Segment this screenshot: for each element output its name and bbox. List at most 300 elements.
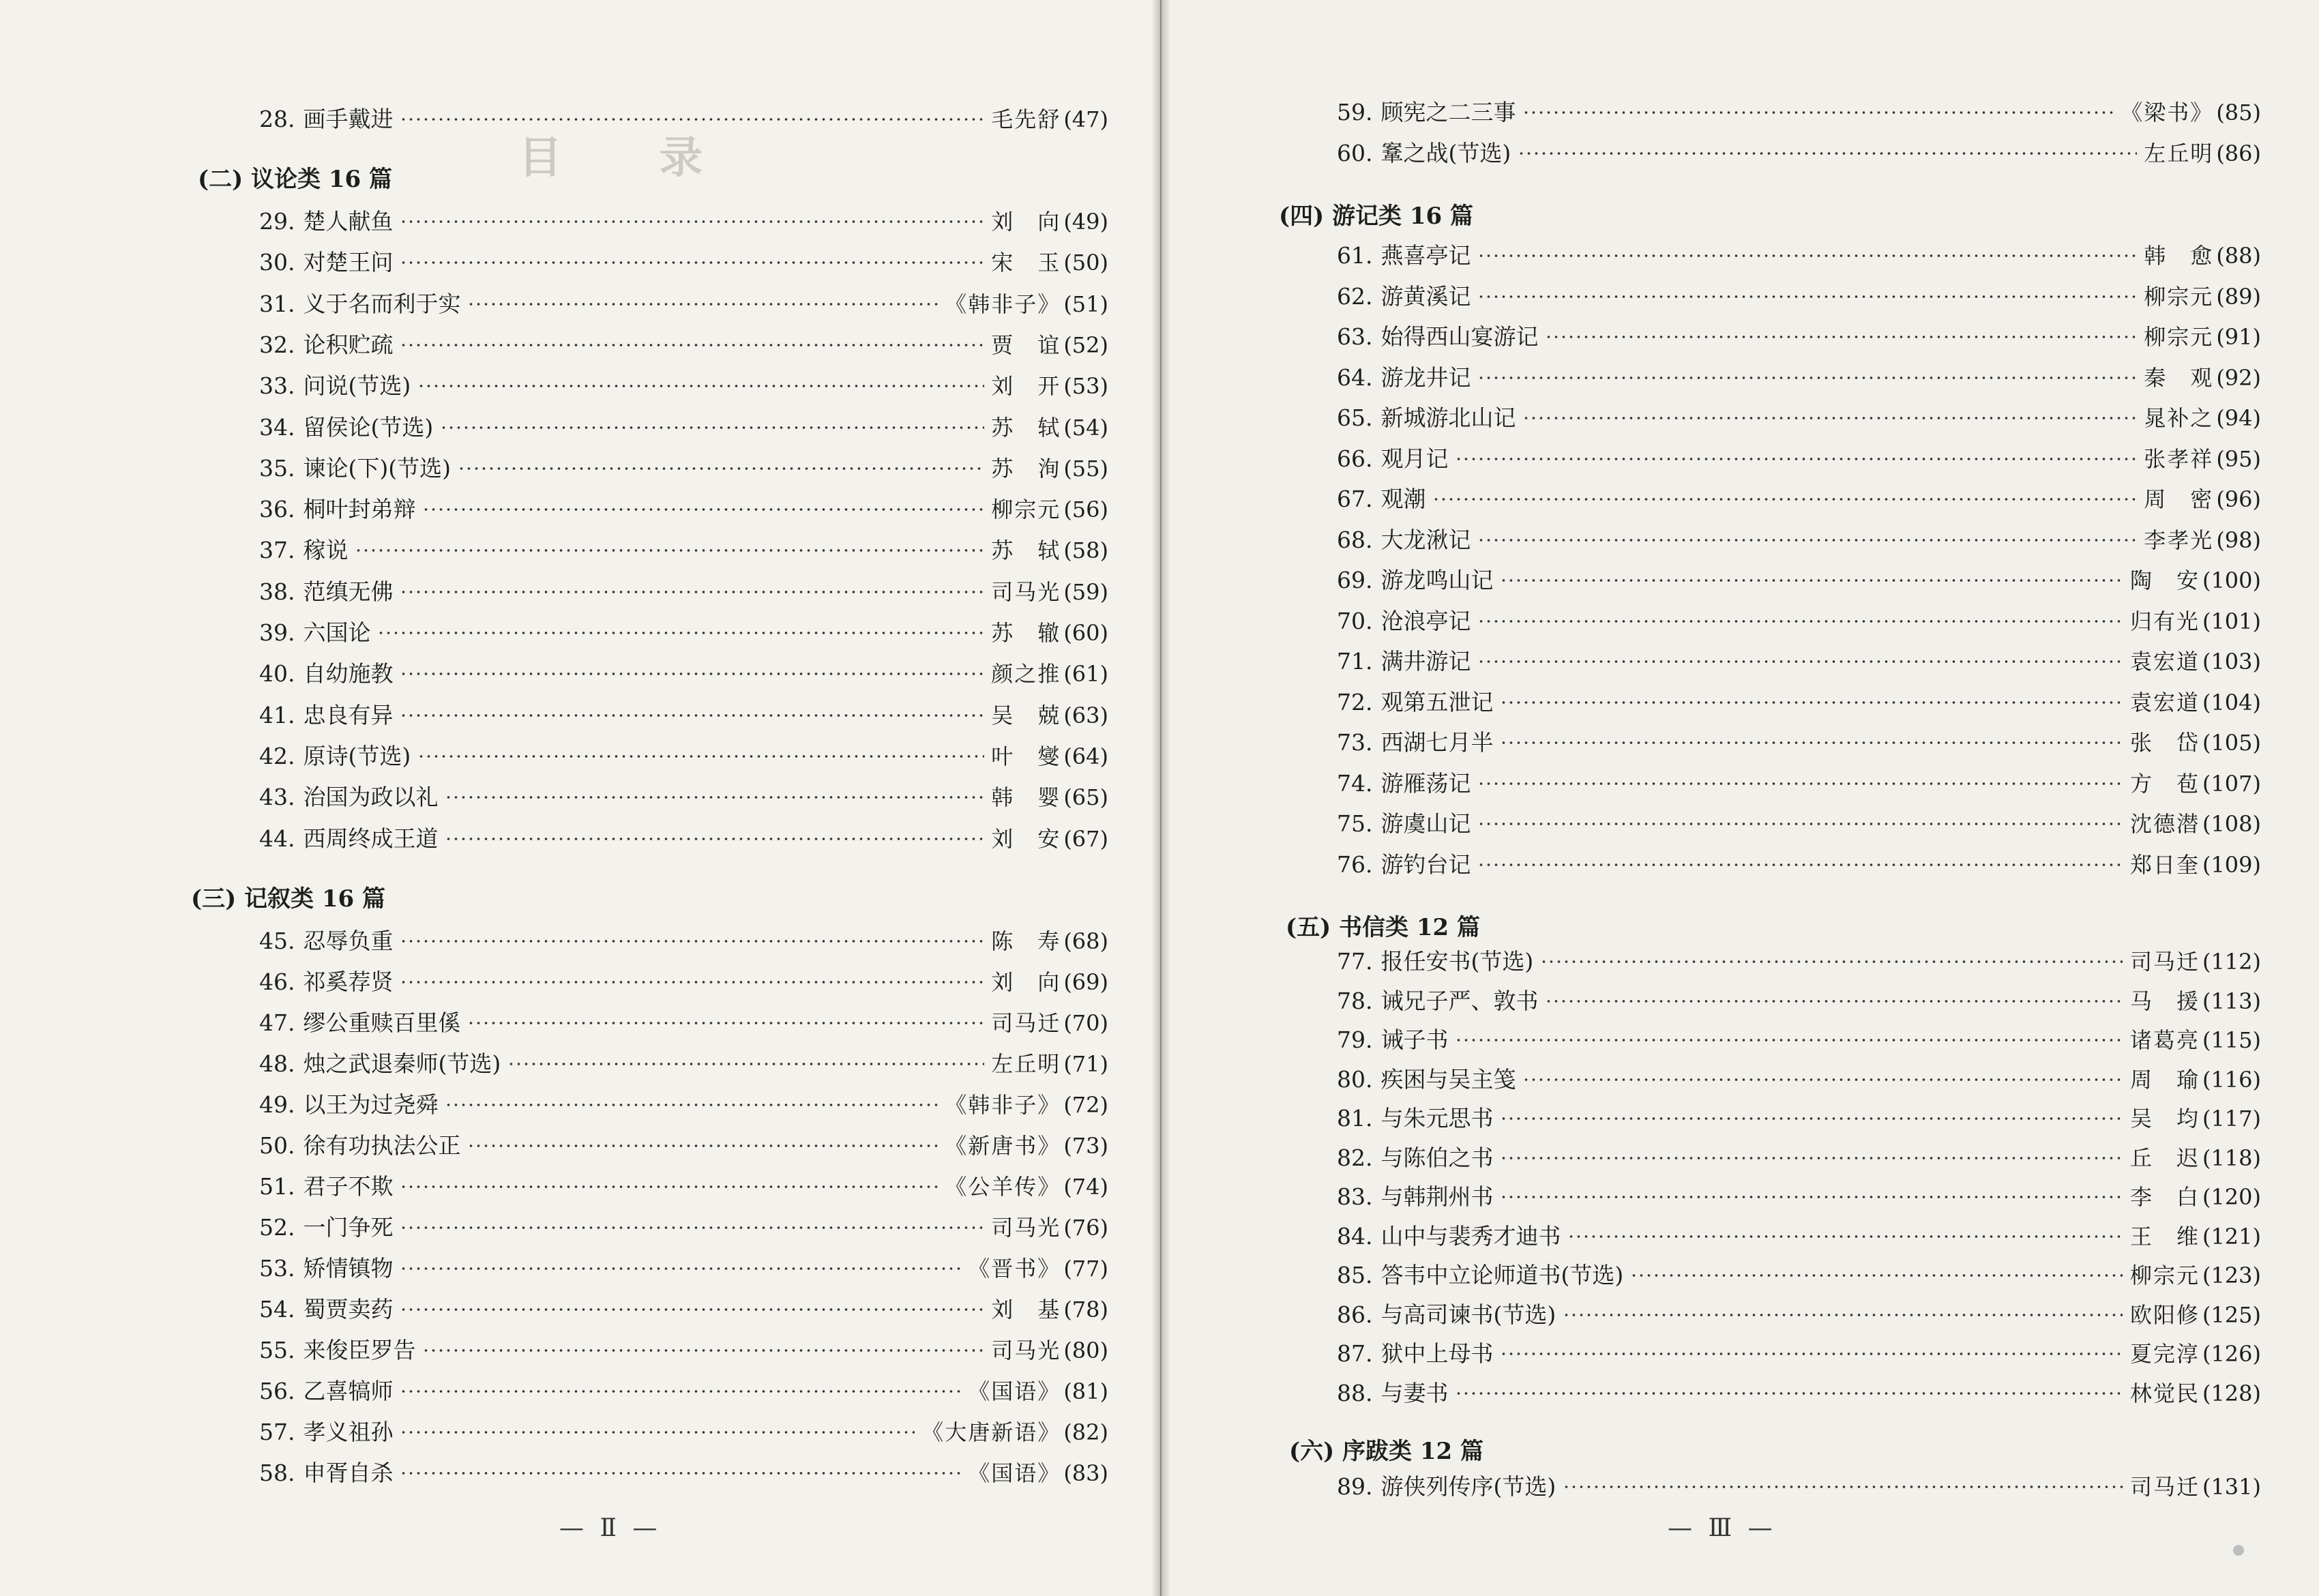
- entry-page: (50): [1063, 250, 1108, 276]
- leader-dots: [445, 795, 984, 799]
- entry-number: 79.: [1337, 1026, 1373, 1053]
- entry-number: 53.: [259, 1255, 295, 1282]
- entry-page: (52): [1063, 331, 1108, 358]
- toc-entry[interactable]: [1337, 136, 2261, 171]
- entry-page: (77): [1063, 1256, 1108, 1282]
- entry-author: 司马光: [991, 1338, 1061, 1363]
- toc-entry[interactable]: [259, 328, 1108, 362]
- entry-title: 沧浪亭记: [1380, 607, 1471, 634]
- entry-page: (108): [2202, 811, 2261, 837]
- entry-author: 宋 玉: [991, 250, 1061, 276]
- entry-author: 《国语》: [968, 1460, 1061, 1486]
- leader-dots: [1630, 1273, 2123, 1277]
- entry-title: 一门争死: [303, 1214, 394, 1241]
- toc-entry[interactable]: [259, 287, 1108, 321]
- entry-page: (56): [1063, 497, 1108, 523]
- entry-page: (91): [2216, 324, 2261, 350]
- entry-title: 观潮: [1380, 486, 1426, 512]
- toc-entry[interactable]: [1337, 1337, 2261, 1371]
- entry-page: (109): [2202, 851, 2261, 878]
- entry-author: 《韩非子》: [945, 1092, 1061, 1118]
- toc-entry[interactable]: [259, 698, 1108, 733]
- entry-number: 66.: [1337, 445, 1373, 472]
- entry-number: 47.: [259, 1009, 295, 1036]
- entry-page: (83): [1063, 1460, 1108, 1486]
- leader-dots: [400, 1389, 961, 1393]
- toc-entry[interactable]: [259, 102, 1108, 136]
- entry-title: 满井游记: [1380, 648, 1471, 675]
- entry-title: 与陈伯之书: [1380, 1144, 1494, 1171]
- toc-entry[interactable]: [1337, 1180, 2261, 1214]
- toc-entry[interactable]: [259, 411, 1108, 445]
- entry-page: (101): [2202, 608, 2261, 634]
- entry-number: 83.: [1337, 1183, 1373, 1210]
- leader-dots: [1540, 960, 2123, 964]
- leader-dots: [400, 1185, 938, 1189]
- entry-page: (126): [2202, 1341, 2261, 1367]
- entry-title: 义于名而利于实: [303, 290, 461, 317]
- toc-entry[interactable]: [259, 205, 1108, 239]
- toc-entry[interactable]: [259, 1292, 1108, 1327]
- toc-entry[interactable]: [259, 965, 1108, 999]
- entry-author: 《新唐书》: [945, 1133, 1061, 1159]
- entry-number: 44.: [259, 825, 295, 852]
- entry-title: 来俊臣罗告: [303, 1337, 416, 1363]
- entry-title: 答韦中立论师道书(节选): [1380, 1262, 1624, 1288]
- entry-title: 报任安书(节选): [1380, 948, 1534, 975]
- entry-author: 丘 迟: [2129, 1144, 2200, 1171]
- entry-title: 楚人献鱼: [303, 208, 394, 235]
- leader-dots: [1477, 376, 2137, 380]
- entry-author: 左丘明: [991, 1051, 1061, 1077]
- section-heading: (二) 议论类 16 篇: [198, 166, 392, 193]
- entry-title: 论积贮疏: [303, 331, 394, 358]
- entry-author: 刘 向: [991, 969, 1061, 995]
- entry-number: 73.: [1337, 729, 1373, 756]
- entry-author: 晁补之: [2144, 405, 2214, 431]
- entry-title: 疾困与吴主笺: [1380, 1065, 1516, 1093]
- toc-entry[interactable]: [1337, 1102, 2261, 1136]
- entry-title: 谏论(下)(节选): [303, 454, 451, 482]
- entry-number: 56.: [259, 1378, 295, 1404]
- toc-entry[interactable]: [259, 575, 1108, 609]
- entry-number: 78.: [1337, 987, 1373, 1014]
- entry-page: (100): [2202, 567, 2261, 593]
- entry-page: (128): [2202, 1380, 2261, 1406]
- entry-page: (55): [1063, 455, 1108, 482]
- toc-entry[interactable]: [1337, 1258, 2261, 1292]
- entry-number: 42.: [259, 742, 295, 769]
- toc-entry[interactable]: [259, 657, 1108, 691]
- right-toc-list: [1160, 0, 2319, 1596]
- entry-page: (49): [1063, 209, 1108, 235]
- entry-title: 顾宪之二三事: [1380, 99, 1516, 125]
- entry-title: 大龙湫记: [1380, 526, 1471, 553]
- entry-author: 左丘明: [2144, 141, 2214, 166]
- page-corner-mark: [2233, 1545, 2244, 1556]
- entry-author: 柳宗元: [991, 497, 1061, 523]
- entry-title: 六国论: [303, 619, 371, 646]
- entry-number: 33.: [259, 372, 295, 400]
- leader-dots: [1500, 578, 2123, 582]
- toc-entry[interactable]: [259, 924, 1108, 958]
- section-heading: (四) 游记类 16 篇: [1279, 203, 1473, 230]
- leader-dots: [467, 1144, 938, 1148]
- leader-dots: [1477, 619, 2123, 623]
- entry-author: 周 瑜: [2129, 1066, 2200, 1093]
- toc-entry[interactable]: [1337, 848, 2261, 882]
- leader-dots: [467, 1021, 984, 1025]
- entry-number: 48.: [259, 1050, 295, 1077]
- entry-author: 刘 基: [991, 1297, 1061, 1322]
- entry-title: 与韩荆州书: [1380, 1183, 1494, 1210]
- entry-author: 柳宗元: [2129, 1262, 2200, 1288]
- leader-dots: [1563, 1313, 2123, 1317]
- toc-entry[interactable]: [1337, 685, 2261, 720]
- entry-page: (117): [2202, 1106, 2261, 1132]
- entry-number: 84.: [1337, 1222, 1373, 1250]
- leader-dots: [1500, 1156, 2123, 1160]
- entry-number: 43.: [259, 784, 295, 811]
- entry-page: (98): [2216, 527, 2261, 553]
- entry-author: 欧阳修: [2129, 1301, 2200, 1328]
- entry-author: 张 岱: [2129, 730, 2200, 756]
- toc-entry[interactable]: [1337, 1063, 2261, 1097]
- leader-dots: [1455, 457, 2137, 461]
- entry-title: 稼说: [303, 537, 349, 564]
- entry-author: 郑日奎: [2129, 851, 2200, 878]
- leader-dots: [445, 837, 984, 841]
- entry-author: 夏完淳: [2129, 1341, 2200, 1367]
- leader-dots: [445, 1103, 938, 1107]
- toc-entry[interactable]: [259, 616, 1108, 650]
- entry-page: (85): [2216, 100, 2261, 125]
- leader-dots: [1432, 497, 2137, 501]
- toc-entry[interactable]: [1337, 482, 2261, 516]
- entry-title: 画手戴进: [303, 106, 394, 132]
- entry-number: 32.: [259, 331, 295, 358]
- entry-number: 67.: [1337, 486, 1373, 512]
- entry-page: (123): [2202, 1262, 2261, 1288]
- entry-page: (68): [1063, 928, 1108, 954]
- toc-entry[interactable]: [1337, 563, 2261, 597]
- toc-entry[interactable]: [259, 822, 1108, 856]
- entry-author: 苏 辙: [991, 620, 1061, 646]
- leader-dots: [1522, 416, 2137, 420]
- entry-number: 81.: [1337, 1105, 1373, 1132]
- leader-dots: [400, 1430, 915, 1434]
- toc-entry[interactable]: [1337, 239, 2261, 273]
- entry-author: 方 苞: [2129, 770, 2200, 797]
- leader-dots: [507, 1062, 984, 1066]
- entry-number: 88.: [1337, 1379, 1373, 1406]
- toc-entry[interactable]: [259, 739, 1108, 773]
- entry-title: 新城游北山记: [1380, 404, 1516, 431]
- entry-number: 61.: [1337, 242, 1373, 269]
- section-heading: (五) 书信类 12 篇: [1286, 914, 1480, 941]
- entry-number: 64.: [1337, 364, 1373, 391]
- entry-number: 40.: [259, 660, 295, 688]
- entry-page: (70): [1063, 1010, 1108, 1036]
- entry-author: 司马迁: [2129, 1474, 2200, 1500]
- leader-dots: [400, 672, 984, 676]
- toc-entry[interactable]: [259, 1415, 1108, 1449]
- leader-dots: [1477, 660, 2123, 664]
- toc-entry[interactable]: [259, 1006, 1108, 1040]
- entry-title: 西湖七月半: [1380, 729, 1494, 756]
- toc-entry[interactable]: [1337, 1141, 2261, 1175]
- entry-number: 28.: [259, 106, 295, 132]
- toc-entry[interactable]: [1337, 442, 2261, 476]
- entry-number: 74.: [1337, 769, 1373, 797]
- leader-dots: [422, 1348, 984, 1353]
- toc-entry[interactable]: [259, 1047, 1108, 1081]
- entry-page: (73): [1063, 1133, 1108, 1159]
- toc-entry[interactable]: [1337, 1023, 2261, 1057]
- entry-number: 87.: [1337, 1340, 1373, 1367]
- toc-entry[interactable]: [259, 492, 1108, 527]
- entry-number: 89.: [1337, 1473, 1373, 1500]
- entry-title: 游龙鸣山记: [1380, 567, 1494, 593]
- entry-title: 桐叶封弟辩: [303, 496, 416, 523]
- leader-dots: [400, 713, 984, 718]
- entry-number: 71.: [1337, 648, 1373, 675]
- leader-dots: [1500, 1195, 2123, 1199]
- entry-author: 沈德潜: [2129, 811, 2200, 837]
- toc-entry[interactable]: [1337, 1298, 2261, 1332]
- toc-entry[interactable]: [259, 1129, 1108, 1163]
- entry-number: 54.: [259, 1296, 295, 1322]
- leader-dots: [1563, 1485, 2123, 1489]
- leader-dots: [1500, 1117, 2123, 1121]
- leader-dots: [417, 384, 984, 388]
- entry-title: 燕喜亭记: [1380, 242, 1471, 269]
- toc-entry[interactable]: [259, 369, 1108, 403]
- toc-entry[interactable]: [1337, 1376, 2261, 1410]
- entry-number: 46.: [259, 969, 295, 995]
- toc-entry[interactable]: [259, 1374, 1108, 1408]
- entry-page: (81): [1063, 1378, 1108, 1404]
- entry-author: 贾 谊: [991, 331, 1061, 358]
- entry-page: (76): [1063, 1215, 1108, 1241]
- toc-entry[interactable]: [1337, 1220, 2261, 1254]
- entry-title: 蜀贾卖药: [303, 1296, 394, 1322]
- leader-dots: [1477, 538, 2137, 542]
- entry-title: 乙喜犒师: [303, 1378, 394, 1404]
- entry-number: 36.: [259, 496, 295, 523]
- leader-dots: [1477, 782, 2123, 786]
- entry-title: 与朱元思书: [1380, 1105, 1494, 1132]
- bleed-through-title: 目 录: [518, 132, 744, 183]
- entry-author: 苏 轼: [991, 537, 1061, 564]
- entry-number: 60.: [1337, 140, 1373, 166]
- toc-entry[interactable]: [259, 246, 1108, 280]
- entry-number: 51.: [259, 1173, 295, 1200]
- leader-dots: [1500, 741, 2123, 745]
- entry-page: (116): [2202, 1066, 2261, 1093]
- toc-entry[interactable]: [1337, 523, 2261, 557]
- entry-author: 归有光: [2129, 608, 2200, 634]
- entry-author: 《大唐新语》: [921, 1419, 1061, 1445]
- leader-dots: [400, 1307, 984, 1312]
- leader-dots: [400, 1226, 984, 1230]
- toc-entry[interactable]: [1337, 726, 2261, 760]
- entry-title: 祁奚荐贤: [303, 969, 394, 995]
- entry-title: 徐有功执法公正: [303, 1132, 461, 1159]
- entry-title: 与高司谏书(节选): [1380, 1301, 1556, 1328]
- toc-entry[interactable]: [259, 1252, 1108, 1286]
- toc-entry[interactable]: [259, 452, 1108, 486]
- entry-author: 张孝祥: [2144, 445, 2214, 472]
- entry-author: 柳宗元: [2144, 283, 2214, 310]
- entry-title: 始得西山宴游记: [1380, 323, 1539, 350]
- leader-dots: [1522, 1078, 2123, 1082]
- toc-entry[interactable]: [1337, 945, 2261, 979]
- entry-page: (74): [1063, 1174, 1108, 1200]
- entry-page: (120): [2202, 1184, 2261, 1210]
- toc-entry[interactable]: [1337, 807, 2261, 841]
- section-heading: (六) 序跋类 12 篇: [1289, 1438, 1483, 1465]
- entry-page: (78): [1063, 1297, 1108, 1322]
- entry-author: 叶 燮: [991, 743, 1061, 769]
- entry-number: 30.: [259, 249, 295, 276]
- entry-number: 82.: [1337, 1144, 1373, 1171]
- entry-author: 周 密: [2144, 486, 2214, 512]
- entry-page: (107): [2202, 770, 2261, 797]
- leader-dots: [400, 1471, 961, 1475]
- leader-dots: [1477, 863, 2123, 867]
- toc-entry[interactable]: [1337, 767, 2261, 801]
- entry-title: 与妻书: [1380, 1379, 1449, 1406]
- entry-title: 问说(节选): [303, 372, 411, 400]
- entry-page: (131): [2202, 1474, 2261, 1500]
- toc-entry[interactable]: [1337, 280, 2261, 314]
- entry-page: (94): [2216, 405, 2261, 431]
- entry-page: (51): [1063, 291, 1108, 317]
- leader-dots: [1545, 999, 2123, 1003]
- entry-title: 以王为过尧舜: [303, 1091, 439, 1118]
- entry-page: (92): [2216, 364, 2261, 391]
- toc-entry[interactable]: [259, 1333, 1108, 1368]
- entry-title: 山中与裴秀才迪书: [1380, 1222, 1561, 1250]
- leader-dots: [422, 507, 984, 512]
- entry-page: (72): [1063, 1092, 1108, 1118]
- entry-author: 司马迁: [991, 1010, 1061, 1036]
- toc-entry[interactable]: [1337, 984, 2261, 1018]
- entry-title: 烛之武退秦师(节选): [303, 1050, 501, 1077]
- entry-author: 刘 开: [991, 373, 1061, 400]
- toc-entry[interactable]: [259, 1170, 1108, 1204]
- entry-author: 韩 愈: [2144, 243, 2214, 269]
- entry-author: 颜之推: [991, 661, 1061, 688]
- toc-entry[interactable]: [259, 1088, 1108, 1122]
- toc-entry[interactable]: [1337, 1470, 2261, 1504]
- entry-author: 诸葛亮: [2129, 1027, 2200, 1053]
- leader-dots: [400, 220, 984, 224]
- toc-entry[interactable]: [1337, 604, 2261, 638]
- entry-page: (71): [1063, 1051, 1108, 1077]
- left-page-number: — Ⅱ —: [559, 1514, 662, 1542]
- entry-author: 马 援: [2129, 988, 2200, 1014]
- entry-number: 85.: [1337, 1262, 1373, 1288]
- leader-dots: [377, 631, 984, 635]
- entry-number: 65.: [1337, 404, 1373, 431]
- entry-title: 游钓台记: [1380, 851, 1471, 878]
- entry-number: 49.: [259, 1091, 295, 1118]
- entry-author: 袁宏道: [2129, 649, 2200, 675]
- toc-entry[interactable]: [259, 1211, 1108, 1245]
- entry-author: 吴 兢: [991, 702, 1061, 728]
- toc-entry[interactable]: [1337, 645, 2261, 679]
- entry-author: 苏 轼: [991, 414, 1061, 441]
- entry-author: 王 维: [2129, 1223, 2200, 1250]
- toc-entry[interactable]: [1337, 401, 2261, 435]
- leader-dots: [1477, 822, 2123, 826]
- entry-page: (121): [2202, 1223, 2261, 1250]
- toc-entry[interactable]: [1337, 361, 2261, 395]
- leader-dots: [1477, 295, 2137, 299]
- entry-number: 34.: [259, 413, 295, 441]
- entry-title: 观第五泄记: [1380, 688, 1494, 715]
- leader-dots: [400, 939, 984, 943]
- entry-author: 毛先舒: [991, 106, 1061, 132]
- entry-author: 《国语》: [968, 1378, 1061, 1404]
- toc-entry[interactable]: [1337, 95, 2261, 130]
- entry-author: 刘 向: [991, 209, 1061, 235]
- entry-title: 范缜无佛: [303, 578, 394, 605]
- entry-page: (47): [1063, 106, 1108, 132]
- toc-entry[interactable]: [259, 1456, 1108, 1490]
- entry-title: 狱中上母书: [1380, 1340, 1494, 1367]
- entry-page: (89): [2216, 283, 2261, 310]
- entry-number: 70.: [1337, 607, 1373, 634]
- entry-page: (53): [1063, 373, 1108, 400]
- entry-author: 司马光: [991, 1215, 1061, 1241]
- entry-author: 秦 观: [2144, 364, 2214, 391]
- entry-title: 游雁荡记: [1380, 769, 1471, 797]
- entry-title: 忍辱负重: [303, 928, 394, 954]
- leader-dots: [1545, 335, 2137, 339]
- leader-dots: [355, 548, 984, 552]
- entry-number: 52.: [259, 1214, 295, 1241]
- entry-page: (60): [1063, 620, 1108, 646]
- entry-title: 自幼施教: [303, 660, 394, 688]
- leader-dots: [458, 467, 984, 471]
- entry-author: 司马光: [991, 578, 1061, 605]
- entry-title: 孝义祖孙: [303, 1419, 394, 1445]
- entry-page: (86): [2216, 141, 2261, 166]
- leader-dots: [400, 980, 984, 984]
- entry-author: 陶 安: [2129, 567, 2200, 593]
- leader-dots: [400, 343, 984, 347]
- entry-number: 50.: [259, 1132, 295, 1159]
- entry-title: 治国为政以礼: [303, 784, 439, 811]
- toc-entry[interactable]: [1337, 320, 2261, 354]
- entry-title: 观月记: [1380, 445, 1449, 472]
- entry-number: 63.: [1337, 323, 1373, 350]
- toc-entry[interactable]: [259, 780, 1108, 814]
- leader-dots: [400, 117, 984, 121]
- leader-dots: [1522, 110, 2114, 115]
- entry-page: (65): [1063, 784, 1108, 811]
- toc-entry[interactable]: [259, 533, 1108, 567]
- entry-number: 58.: [259, 1460, 295, 1486]
- entry-number: 35.: [259, 454, 295, 482]
- entry-title: 诫兄子严、敦书: [1380, 987, 1539, 1014]
- leader-dots: [1455, 1038, 2123, 1042]
- book-spine: [1151, 0, 1170, 1596]
- leader-dots: [417, 754, 984, 758]
